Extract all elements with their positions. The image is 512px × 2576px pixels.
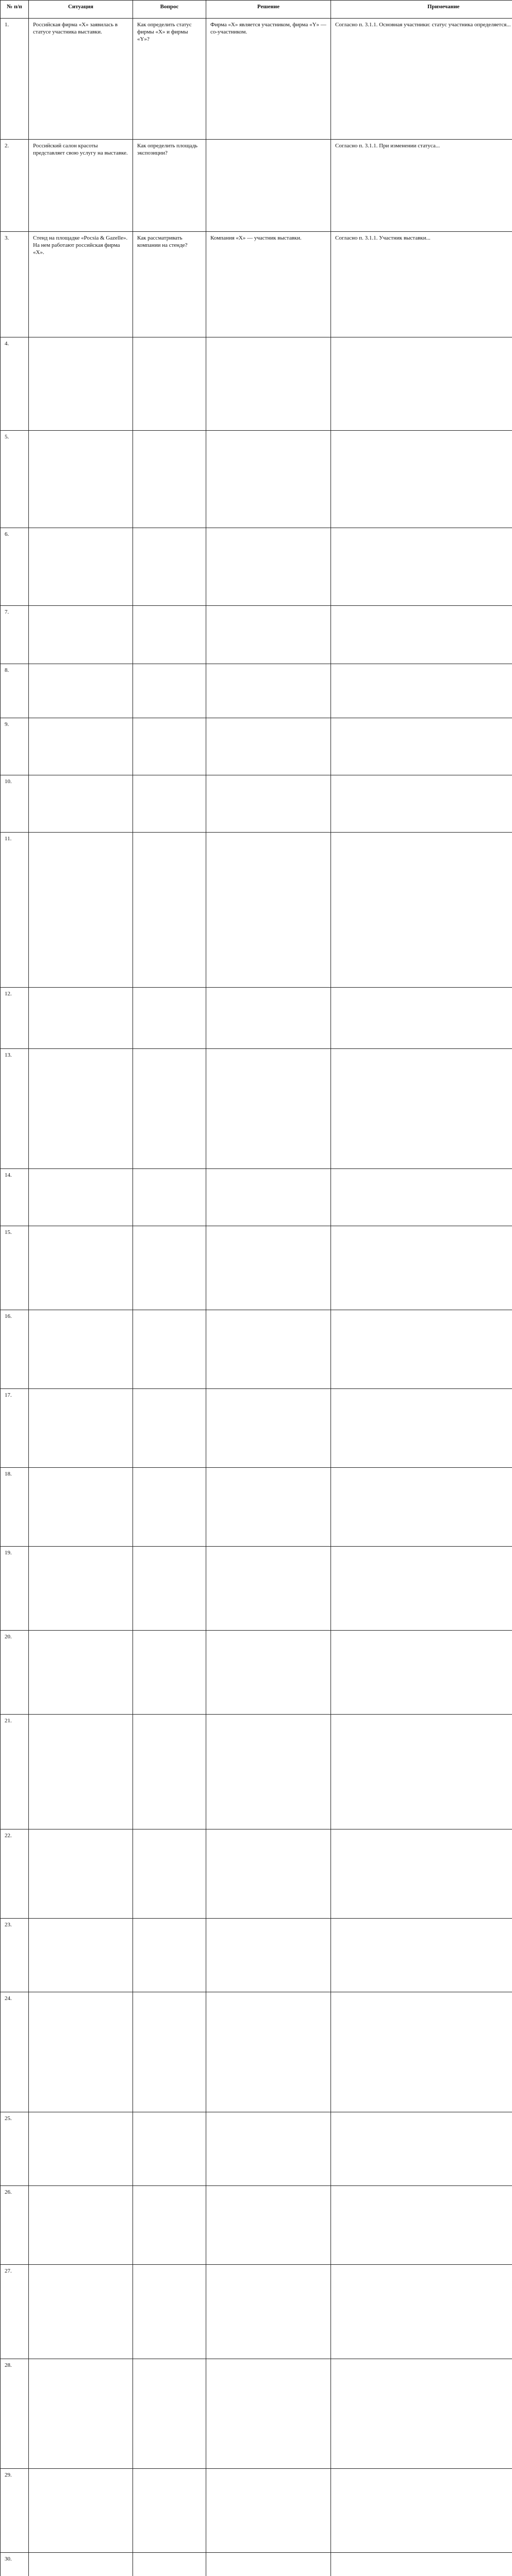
table-row	[1, 2265, 512, 2359]
table-row	[1, 1715, 512, 1829]
cell-question	[133, 1829, 206, 1919]
cell-solution: Компания «X» — участник выставки.	[206, 232, 331, 337]
table-row	[1, 1547, 512, 1631]
cell-solution	[206, 1468, 331, 1547]
table-row	[1, 988, 512, 1049]
cell-note	[331, 606, 512, 664]
cell-solution	[206, 1829, 331, 1919]
cell-situation	[29, 988, 133, 1049]
cell-note	[331, 775, 512, 833]
cell-solution	[206, 431, 331, 528]
table-row	[1, 1169, 512, 1226]
cell-question	[133, 718, 206, 775]
table-row	[1, 1226, 512, 1310]
table-row	[1, 718, 512, 775]
cell-solution	[206, 775, 331, 833]
cell-solution: Фирма «X» является участником, фирма «Y» — со-участником.	[206, 19, 331, 140]
cell-solution	[206, 337, 331, 431]
cell-note	[331, 1169, 512, 1226]
cell-solution	[206, 988, 331, 1049]
cell-solution	[206, 718, 331, 775]
cell-situation	[29, 606, 133, 664]
table-row	[1, 1389, 512, 1468]
cell-note: Согласно п. 3.1.1. Участник выставки...	[331, 232, 512, 337]
cell-note	[331, 833, 512, 988]
cell-question	[133, 1715, 206, 1829]
cell-situation	[29, 1547, 133, 1631]
table-row	[1, 528, 512, 606]
cell-situation	[29, 431, 133, 528]
cell-num: 12.	[1, 988, 29, 1049]
table-row	[1, 1631, 512, 1715]
cell-num: 17.	[1, 1389, 29, 1468]
cell-solution	[206, 528, 331, 606]
cell-num: 5.	[1, 431, 29, 528]
cell-num: 23.	[1, 1919, 29, 1992]
cell-situation	[29, 1829, 133, 1919]
cell-num: 28.	[1, 2359, 29, 2469]
cell-question	[133, 2265, 206, 2359]
cell-situation	[29, 775, 133, 833]
cell-question	[133, 1389, 206, 1468]
table-row	[1, 606, 512, 664]
table-row	[1, 2359, 512, 2469]
header-solution: Решение	[206, 1, 331, 19]
cell-num: 29.	[1, 2469, 29, 2553]
header-situation: Ситуация	[29, 1, 133, 19]
cell-question	[133, 833, 206, 988]
cell-num: 4.	[1, 337, 29, 431]
table-body	[1, 19, 512, 2576]
cell-question	[133, 2359, 206, 2469]
cell-question	[133, 1226, 206, 1310]
cell-num: 22.	[1, 1829, 29, 1919]
cell-num: 19.	[1, 1547, 29, 1631]
cell-question	[133, 431, 206, 528]
cell-situation	[29, 1226, 133, 1310]
table-row	[1, 664, 512, 718]
cell-num: 10.	[1, 775, 29, 833]
table-row	[1, 1992, 512, 2112]
cell-note	[331, 1310, 512, 1389]
cell-question	[133, 337, 206, 431]
cell-solution	[206, 1919, 331, 1992]
table-row	[1, 1919, 512, 1992]
cell-situation	[29, 1919, 133, 1992]
cell-solution	[206, 606, 331, 664]
cell-situation	[29, 718, 133, 775]
cell-num: 6.	[1, 528, 29, 606]
table-row	[1, 775, 512, 833]
table-row	[1, 19, 512, 140]
cell-note	[331, 2359, 512, 2469]
cell-note	[331, 2553, 512, 2576]
cell-question	[133, 1547, 206, 1631]
cell-situation	[29, 2112, 133, 2186]
cell-solution	[206, 1169, 331, 1226]
cell-num: 1.	[1, 19, 29, 140]
cell-question	[133, 528, 206, 606]
cell-question	[133, 1631, 206, 1715]
cell-num: 2.	[1, 140, 29, 232]
header-question: Вопрос	[133, 1, 206, 19]
cell-solution	[206, 1310, 331, 1389]
cell-situation	[29, 2186, 133, 2265]
table-row	[1, 337, 512, 431]
cell-situation	[29, 833, 133, 988]
cell-situation	[29, 1049, 133, 1169]
cell-note	[331, 1389, 512, 1468]
cell-num: 30.	[1, 2553, 29, 2576]
cell-num: 13.	[1, 1049, 29, 1169]
cell-situation	[29, 2553, 133, 2576]
cell-question	[133, 775, 206, 833]
cell-question	[133, 1468, 206, 1547]
cell-question	[133, 2553, 206, 2576]
cell-situation	[29, 1631, 133, 1715]
cell-num: 7.	[1, 606, 29, 664]
cell-note	[331, 528, 512, 606]
cell-solution	[206, 1992, 331, 2112]
cell-solution	[206, 1715, 331, 1829]
cell-note	[331, 1547, 512, 1631]
cell-question	[133, 606, 206, 664]
cell-num: 14.	[1, 1169, 29, 1226]
cell-note	[331, 988, 512, 1049]
cell-num: 20.	[1, 1631, 29, 1715]
cell-solution	[206, 1631, 331, 1715]
cell-note	[331, 2186, 512, 2265]
cell-situation	[29, 1992, 133, 2112]
cell-question: Как определить статус фирмы «X» и фирмы «Y»?	[133, 19, 206, 140]
cell-situation	[29, 528, 133, 606]
table-row	[1, 833, 512, 988]
cell-situation	[29, 2265, 133, 2359]
cell-question	[133, 1919, 206, 1992]
cell-note	[331, 1919, 512, 1992]
cell-situation	[29, 1715, 133, 1829]
cell-note	[331, 431, 512, 528]
cell-solution	[206, 664, 331, 718]
cell-solution	[206, 1226, 331, 1310]
table-header-row	[1, 1, 512, 19]
cell-solution	[206, 1547, 331, 1631]
table-row	[1, 2112, 512, 2186]
cell-solution	[206, 2469, 331, 2553]
table-row	[1, 1049, 512, 1169]
cell-num: 9.	[1, 718, 29, 775]
cell-note	[331, 1992, 512, 2112]
cell-note	[331, 1049, 512, 1169]
cell-solution	[206, 2112, 331, 2186]
cell-situation: Российская фирма «X» заявилась в статусе участника выставки.	[29, 19, 133, 140]
cell-note	[331, 2265, 512, 2359]
header-num: № п/п	[1, 1, 29, 19]
cell-num: 27.	[1, 2265, 29, 2359]
cell-num: 15.	[1, 1226, 29, 1310]
cell-solution	[206, 833, 331, 988]
cell-question	[133, 2112, 206, 2186]
cell-situation	[29, 1310, 133, 1389]
cell-num: 3.	[1, 232, 29, 337]
cell-num: 26.	[1, 2186, 29, 2265]
cell-solution	[206, 2553, 331, 2576]
cell-note	[331, 718, 512, 775]
cell-situation	[29, 1169, 133, 1226]
cell-note	[331, 2469, 512, 2553]
cell-solution	[206, 2186, 331, 2265]
cell-note	[331, 1468, 512, 1547]
cell-question	[133, 1169, 206, 1226]
cell-note: Согласно п. 3.1.1. При изменении статуса...	[331, 140, 512, 232]
cell-situation: Российский салон красоты представляет свою услугу на выставке.	[29, 140, 133, 232]
table-row	[1, 1468, 512, 1547]
cell-situation	[29, 1389, 133, 1468]
header-note: Примечание	[331, 1, 512, 19]
cell-question	[133, 2186, 206, 2265]
cell-situation	[29, 2359, 133, 2469]
cell-num: 16.	[1, 1310, 29, 1389]
cell-note	[331, 664, 512, 718]
cell-note	[331, 1829, 512, 1919]
cell-solution	[206, 1389, 331, 1468]
cell-question	[133, 1310, 206, 1389]
cell-num: 11.	[1, 833, 29, 988]
cell-question: Как рассматривать компании на стенде?	[133, 232, 206, 337]
cell-num: 25.	[1, 2112, 29, 2186]
cell-num: 24.	[1, 1992, 29, 2112]
table-header	[1, 1, 512, 19]
table-row	[1, 1310, 512, 1389]
cell-question	[133, 988, 206, 1049]
cell-num: 8.	[1, 664, 29, 718]
cell-situation	[29, 2469, 133, 2553]
table-row	[1, 140, 512, 232]
table-row	[1, 2186, 512, 2265]
cell-note: Согласно п. 3.1.1. Основная участники: статус участника определяется...	[331, 19, 512, 140]
table-row	[1, 2469, 512, 2553]
cell-solution	[206, 2359, 331, 2469]
cell-note	[331, 1226, 512, 1310]
cell-solution	[206, 2265, 331, 2359]
cell-question	[133, 2469, 206, 2553]
cell-solution	[206, 140, 331, 232]
cell-situation	[29, 664, 133, 718]
cell-note	[331, 337, 512, 431]
cell-num: 21.	[1, 1715, 29, 1829]
cell-question: Как определить площадь экспозиции?	[133, 140, 206, 232]
cell-question	[133, 1049, 206, 1169]
cell-note	[331, 2112, 512, 2186]
cell-question	[133, 1992, 206, 2112]
table-row	[1, 2553, 512, 2576]
cell-num: 18.	[1, 1468, 29, 1547]
cell-situation	[29, 1468, 133, 1547]
cell-situation: Стенд на площадке «Росsia & Gazelle». На нем работают российская фирма «X».	[29, 232, 133, 337]
cell-solution	[206, 1049, 331, 1169]
table-row	[1, 232, 512, 337]
cell-note	[331, 1715, 512, 1829]
table-row	[1, 1829, 512, 1919]
cell-situation	[29, 337, 133, 431]
cell-question	[133, 664, 206, 718]
table-row	[1, 431, 512, 528]
cell-note	[331, 1631, 512, 1715]
